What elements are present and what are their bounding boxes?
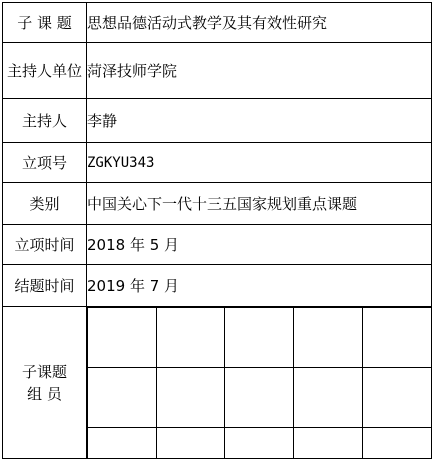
member-cell[interactable] <box>156 368 225 428</box>
row-category <box>3 183 432 225</box>
start-date-value: 2018 年 5 月 <box>87 225 432 265</box>
members-label <box>3 361 86 405</box>
start-date-label: 立项时间 <box>3 225 87 265</box>
subtopic-label: 子 课 题 <box>3 3 87 43</box>
row-end-date <box>3 265 432 307</box>
row-project-number <box>3 143 432 183</box>
end-date-value: 2019 年 7 月 <box>87 265 432 307</box>
members-grid-row <box>88 308 432 368</box>
project-info-table <box>2 2 432 459</box>
row-host <box>3 99 432 143</box>
host-label: 主持人 <box>3 99 87 143</box>
host-value: 李静 <box>87 99 432 143</box>
project-number-label: 立项号 <box>3 143 87 183</box>
member-cell[interactable] <box>225 368 294 428</box>
end-date-label: 结题时间 <box>3 265 87 307</box>
project-number-value: ZGKYU343 <box>87 143 432 183</box>
members-grid-row <box>88 368 432 428</box>
category-value: 中国关心下一代十三五国家规划重点课题 <box>87 183 432 225</box>
members-label-line1: 子课题 <box>21 362 67 381</box>
member-cell[interactable] <box>225 308 294 368</box>
member-cell[interactable] <box>88 428 157 458</box>
host-unit-label: 主持人单位 <box>3 43 87 99</box>
member-cell[interactable] <box>88 308 157 368</box>
member-cell[interactable] <box>88 368 157 428</box>
member-cell[interactable] <box>156 308 225 368</box>
members-label-cell <box>3 307 87 459</box>
row-members <box>3 307 432 459</box>
member-cell[interactable] <box>294 428 363 458</box>
member-cell[interactable] <box>362 428 431 458</box>
member-cell[interactable] <box>294 368 363 428</box>
members-grid <box>87 307 431 458</box>
members-label-line2: 组 员 <box>27 384 62 403</box>
member-cell[interactable] <box>362 368 431 428</box>
member-cell[interactable] <box>362 308 431 368</box>
member-cell[interactable] <box>294 308 363 368</box>
members-grid-cell <box>87 307 432 459</box>
subtopic-value: 思想品德活动式教学及其有效性研究 <box>87 3 432 43</box>
row-start-date <box>3 225 432 265</box>
category-label: 类别 <box>3 183 87 225</box>
member-cell[interactable] <box>156 428 225 458</box>
member-cell[interactable] <box>225 428 294 458</box>
row-subtopic <box>3 3 432 43</box>
host-unit-value: 菏泽技师学院 <box>87 43 432 99</box>
members-grid-row <box>88 428 432 458</box>
row-host-unit <box>3 43 432 99</box>
